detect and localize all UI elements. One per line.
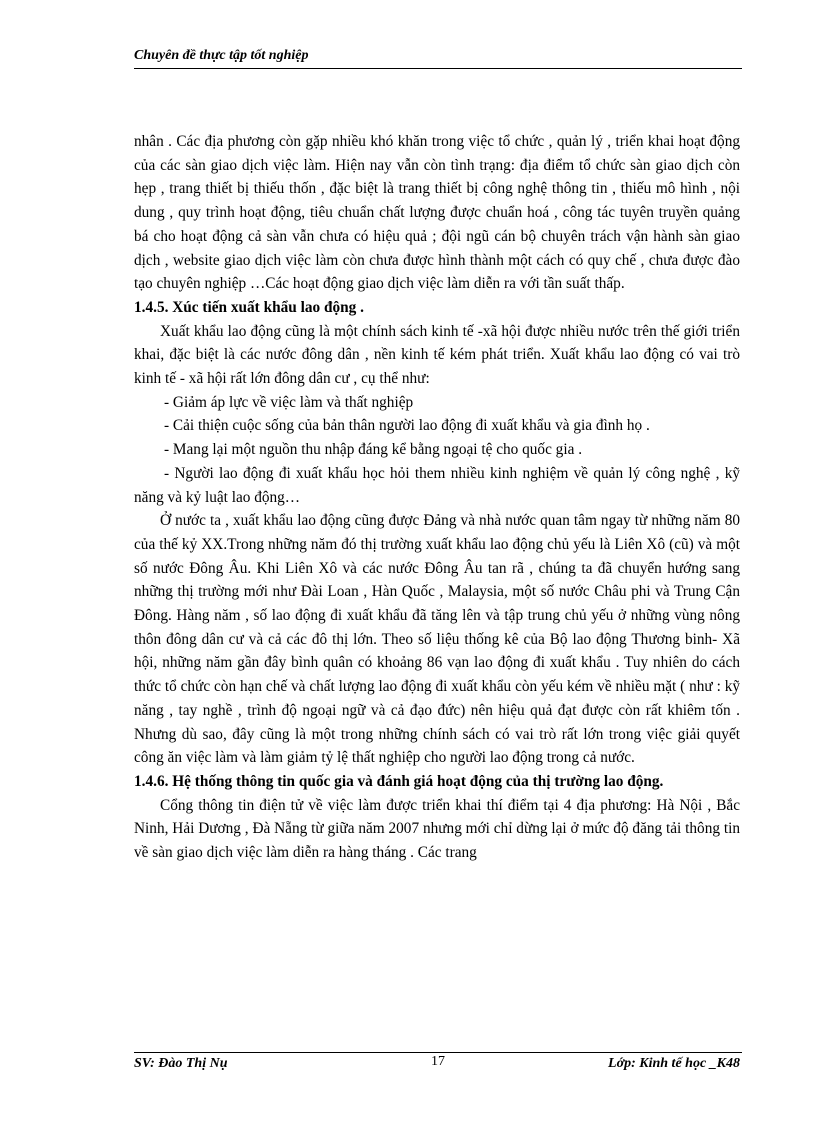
bullet-item-1: - Giảm áp lực về việc làm và thất nghiệp bbox=[164, 393, 414, 411]
page-number: 17 bbox=[431, 1054, 445, 1069]
footer-class: Lớp: Kinh tế học _K48 bbox=[608, 1056, 740, 1071]
page-header-title: Chuyên đề thực tập tốt nghiệp bbox=[134, 48, 309, 63]
footer-divider bbox=[134, 1052, 742, 1053]
header-divider bbox=[134, 68, 742, 69]
section-heading-1-4-6: 1.4.6. Hệ thống thông tin quốc gia và đánh giá hoạt động của thị trường lao động. bbox=[134, 772, 664, 790]
paragraph-1: nhân . Các địa phương còn gặp nhiều khó khăn trong việc tổ chức , quản lý , triển khai hoạt động của các sàn giao dịch việc làm. Hiện nay vẫn còn tình trạng: địa điểm tổ chức sàn giao dịch còn hẹp , trang thiết bị thiếu thốn , đặc biệt là trang thiết bị công nghệ thông tin , thiếu mô hình , nội dung , quy trình hoạt động, tiêu chuẩn chất lượng được chuẩn hoá , công tác tuyên truyền quảng bá cho hoạt động cả sàn vẫn chưa có hiệu quả ; đội ngũ cán bộ chuyên trách vận hành sàn giao dịch , website giao dịch việc làm còn chưa được hình thành một cách có quy chế , chưa được đào tạo chuyên nghiệp …Các hoạt động giao dịch việc làm diễn ra với tần suất thấp. bbox=[134, 133, 740, 293]
bullet-item-2: - Cải thiện cuộc sống của bản thân người lao động đi xuất khẩu và gia đình họ . bbox=[164, 417, 650, 435]
bullet-item-4: - Người lao động đi xuất khẩu học hỏi them nhiều kinh nghiệm về quản lý công nghệ , kỹ năng và kỷ luật lao động… bbox=[134, 464, 740, 506]
bullet-item-3: - Mang lại một nguồn thu nhập đáng kể bằng ngoại tệ cho quốc gia . bbox=[164, 441, 583, 459]
section-heading-1-4-5: 1.4.5. Xúc tiến xuất khẩu lao động . bbox=[134, 298, 364, 316]
document-body bbox=[134, 130, 740, 865]
page-footer bbox=[134, 1056, 742, 1076]
paragraph-3: Ở nước ta , xuất khẩu lao động cũng được Đảng và nhà nước quan tâm ngay từ những năm 80 của thế kỷ XX.Trong những năm đó thị trường xuất khẩu lao động chủ yếu là Liên Xô (cũ) và một số nước Đông Âu. Khi Liên Xô và các nước Đông Âu tan rã , chúng ta đã chuyển hướng sang những thị trường mới như Đài Loan , Hàn Quốc , Malaysia, một số nước Châu phi và Trung Cận Đông. Hàng năm , số lao động đi xuất khẩu đã tăng lên và tập trung chủ yếu ở những vùng nông thôn đông dân cư và cả các đô thị lớn. Theo số liệu thống kê của Bộ lao động Thương binh- Xã hội, những năm gần đây bình quân có khoảng 86 vạn lao động đi xuất khẩu . Tuy nhiên do cách thức tổ chức còn hạn chế và chất lượng lao động đi xuất khẩu còn yếu kém về nhiều mặt ( như : kỹ năng , tay nghề , trình độ ngoại ngữ và cả đạo đức) nên hiệu quả đạt được còn rất khiêm tốn . Nhưng dù sao, đây cũng là một trong những chính sách có vai trò rất lớn trong việc giải quyết công ăn việc làm và làm giảm tỷ lệ thất nghiệp cho người lao động trong cả nước. bbox=[134, 512, 740, 767]
paragraph-2: Xuất khẩu lao động cũng là một chính sách kinh tế -xã hội được nhiều nước trên thế giới triển khai, đặc biệt là các nước đông dân , nền kinh tế kém phát triển. Xuất khẩu lao động có vai trò kinh tế - xã hội rất lớn đông dân cư , cụ thể như: bbox=[134, 322, 740, 388]
paragraph-4: Cổng thông tin điện tử về việc làm được triển khai thí điểm tại 4 địa phương: Hà Nội , Bắc Ninh, Hải Dương , Đà Nẵng từ giữa năm 2007 nhưng mới chỉ dừng lại ở mức độ đăng tải thông tin về sàn giao dịch việc làm diễn ra hàng tháng . Các trang bbox=[134, 796, 740, 862]
footer-student: SV: Đào Thị Nụ bbox=[134, 1056, 228, 1071]
